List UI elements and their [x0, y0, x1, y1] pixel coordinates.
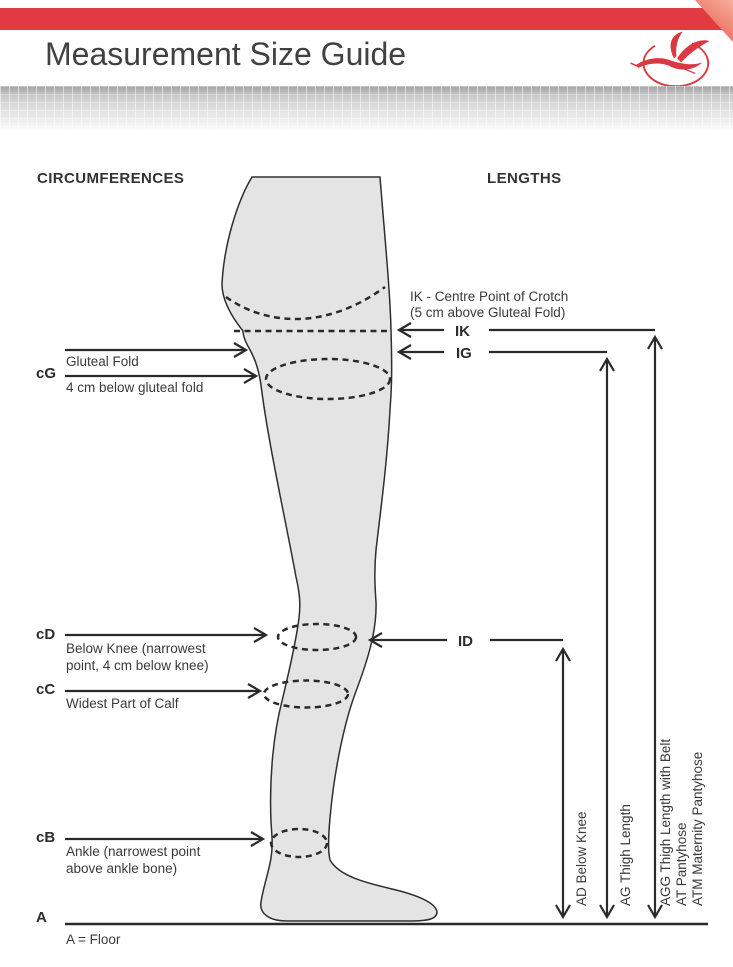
cd-code-label: cD: [36, 626, 56, 643]
cd-description-line2: point, 4 cm below knee): [66, 658, 209, 673]
crotch-note-line2: (5 cm above Gluteal Fold): [410, 305, 566, 320]
cc-code-label: cC: [36, 681, 56, 698]
ag-length-label: AG Thigh Length: [618, 804, 633, 906]
ik-marker-label: IK: [455, 323, 470, 340]
cg-description-label: 4 cm below gluteal fold: [66, 380, 204, 395]
cb-code-label: cB: [36, 829, 56, 846]
cg-code-label: cG: [36, 365, 57, 382]
id-marker-label: ID: [458, 633, 473, 650]
leg-silhouette: [222, 177, 437, 921]
cd-description-line1: Below Knee (narrowest: [66, 641, 206, 656]
cc-description-label: Widest Part of Calf: [66, 696, 179, 711]
circumferences-heading: CIRCUMFERENCES: [37, 170, 185, 187]
agg-length-label-line3: ATM Maternity Pantyhose: [690, 751, 705, 906]
crotch-note-line1: IK - Centre Point of Crotch: [410, 289, 569, 304]
cb-description-line1: Ankle (narrowest point: [66, 844, 201, 859]
floor-code-label: A: [36, 909, 47, 926]
page-title: Measurement Size Guide: [45, 36, 407, 72]
agg-length-label-line2: AT Pantyhose: [674, 822, 689, 906]
floor-description-label: A = Floor: [66, 932, 121, 947]
ad-length-label: AD Below Knee: [574, 811, 589, 906]
ig-marker-label: IG: [456, 345, 472, 362]
lengths-heading: LENGTHS: [487, 170, 562, 187]
cb-description-line2: above ankle bone): [66, 861, 178, 876]
gluteal-fold-label: Gluteal Fold: [66, 354, 139, 369]
agg-length-label-line1: AGG Thigh Length with Belt: [658, 738, 673, 906]
